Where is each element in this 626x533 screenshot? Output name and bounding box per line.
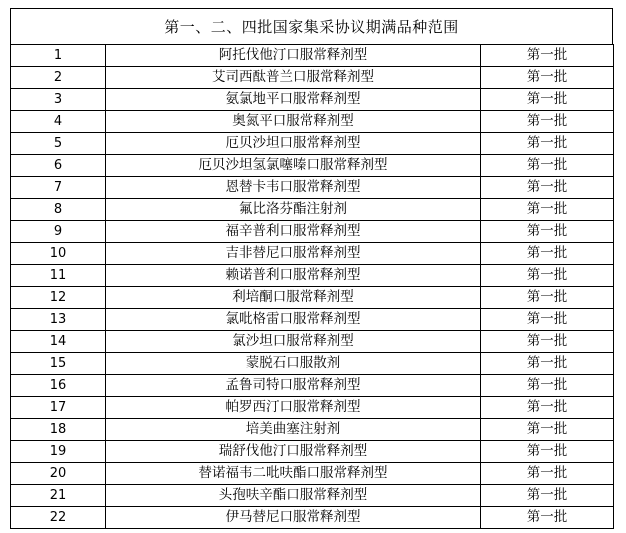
drug-name: 阿托伐他汀口服常释剂型 xyxy=(106,45,481,67)
batch-label: 第一批 xyxy=(481,463,614,485)
row-number: 12 xyxy=(11,287,106,309)
batch-label: 第一批 xyxy=(481,45,614,67)
row-number: 3 xyxy=(11,89,106,111)
drug-name: 奥氮平口服常释剂型 xyxy=(106,111,481,133)
batch-label: 第一批 xyxy=(481,507,614,529)
drug-name: 吉非替尼口服常释剂型 xyxy=(106,243,481,265)
row-number: 20 xyxy=(11,463,106,485)
drug-name: 氯吡格雷口服常释剂型 xyxy=(106,309,481,331)
batch-label: 第一批 xyxy=(481,67,614,89)
table-row xyxy=(11,463,614,485)
batch-label: 第一批 xyxy=(481,133,614,155)
drug-name: 头孢呋辛酯口服常释剂型 xyxy=(106,485,481,507)
row-number: 16 xyxy=(11,375,106,397)
row-number: 2 xyxy=(11,67,106,89)
table-row xyxy=(11,265,614,287)
table-row xyxy=(11,287,614,309)
drug-name: 培美曲塞注射剂 xyxy=(106,419,481,441)
table-row xyxy=(11,353,614,375)
drug-name: 赖诺普利口服常释剂型 xyxy=(106,265,481,287)
table-row xyxy=(11,397,614,419)
batch-label: 第一批 xyxy=(481,221,614,243)
row-number: 13 xyxy=(11,309,106,331)
drug-name: 艾司西酞普兰口服常释剂型 xyxy=(106,67,481,89)
table-row xyxy=(11,177,614,199)
drug-name: 恩替卡韦口服常释剂型 xyxy=(106,177,481,199)
row-number: 8 xyxy=(11,199,106,221)
row-number: 9 xyxy=(11,221,106,243)
table-row xyxy=(11,199,614,221)
drug-table xyxy=(10,44,614,529)
drug-name: 蒙脱石口服散剂 xyxy=(106,353,481,375)
batch-label: 第一批 xyxy=(481,375,614,397)
batch-label: 第一批 xyxy=(481,111,614,133)
table-row xyxy=(11,67,614,89)
batch-label: 第一批 xyxy=(481,243,614,265)
row-number: 18 xyxy=(11,419,106,441)
row-number: 14 xyxy=(11,331,106,353)
batch-label: 第一批 xyxy=(481,177,614,199)
batch-label: 第一批 xyxy=(481,287,614,309)
table-row xyxy=(11,89,614,111)
table-row xyxy=(11,419,614,441)
drug-name: 福辛普利口服常释剂型 xyxy=(106,221,481,243)
row-number: 11 xyxy=(11,265,106,287)
table-row xyxy=(11,507,614,529)
table-row xyxy=(11,485,614,507)
row-number: 7 xyxy=(11,177,106,199)
row-number: 1 xyxy=(11,45,106,67)
row-number: 4 xyxy=(11,111,106,133)
row-number: 17 xyxy=(11,397,106,419)
batch-label: 第一批 xyxy=(481,353,614,375)
row-number: 10 xyxy=(11,243,106,265)
batch-label: 第一批 xyxy=(481,199,614,221)
batch-label: 第一批 xyxy=(481,397,614,419)
row-number: 6 xyxy=(11,155,106,177)
table-row xyxy=(11,243,614,265)
table-body xyxy=(11,45,614,529)
batch-label: 第一批 xyxy=(481,265,614,287)
drug-name: 厄贝沙坦口服常释剂型 xyxy=(106,133,481,155)
drug-name: 替诺福韦二吡呋酯口服常释剂型 xyxy=(106,463,481,485)
drug-name: 氯沙坦口服常释剂型 xyxy=(106,331,481,353)
table-row xyxy=(11,309,614,331)
batch-label: 第一批 xyxy=(481,155,614,177)
drug-name: 伊马替尼口服常释剂型 xyxy=(106,507,481,529)
drug-name: 厄贝沙坦氢氯噻嗪口服常释剂型 xyxy=(106,155,481,177)
drug-name: 孟鲁司特口服常释剂型 xyxy=(106,375,481,397)
row-number: 22 xyxy=(11,507,106,529)
drug-name: 利培酮口服常释剂型 xyxy=(106,287,481,309)
table-row xyxy=(11,331,614,353)
table-title: 第一、二、四批国家集采协议期满品种范围 xyxy=(10,8,613,44)
drug-name: 帕罗西汀口服常释剂型 xyxy=(106,397,481,419)
row-number: 15 xyxy=(11,353,106,375)
batch-label: 第一批 xyxy=(481,441,614,463)
table-row xyxy=(11,441,614,463)
batch-label: 第一批 xyxy=(481,331,614,353)
drug-name: 瑞舒伐他汀口服常释剂型 xyxy=(106,441,481,463)
table-row xyxy=(11,375,614,397)
row-number: 5 xyxy=(11,133,106,155)
table-row xyxy=(11,155,614,177)
document-sheet xyxy=(10,8,613,529)
batch-label: 第一批 xyxy=(481,419,614,441)
table-row xyxy=(11,45,614,67)
table-row xyxy=(11,133,614,155)
row-number: 21 xyxy=(11,485,106,507)
drug-name: 氨氯地平口服常释剂型 xyxy=(106,89,481,111)
batch-label: 第一批 xyxy=(481,485,614,507)
drug-name: 氟比洛芬酯注射剂 xyxy=(106,199,481,221)
table-row xyxy=(11,111,614,133)
row-number: 19 xyxy=(11,441,106,463)
batch-label: 第一批 xyxy=(481,309,614,331)
batch-label: 第一批 xyxy=(481,89,614,111)
table-row xyxy=(11,221,614,243)
